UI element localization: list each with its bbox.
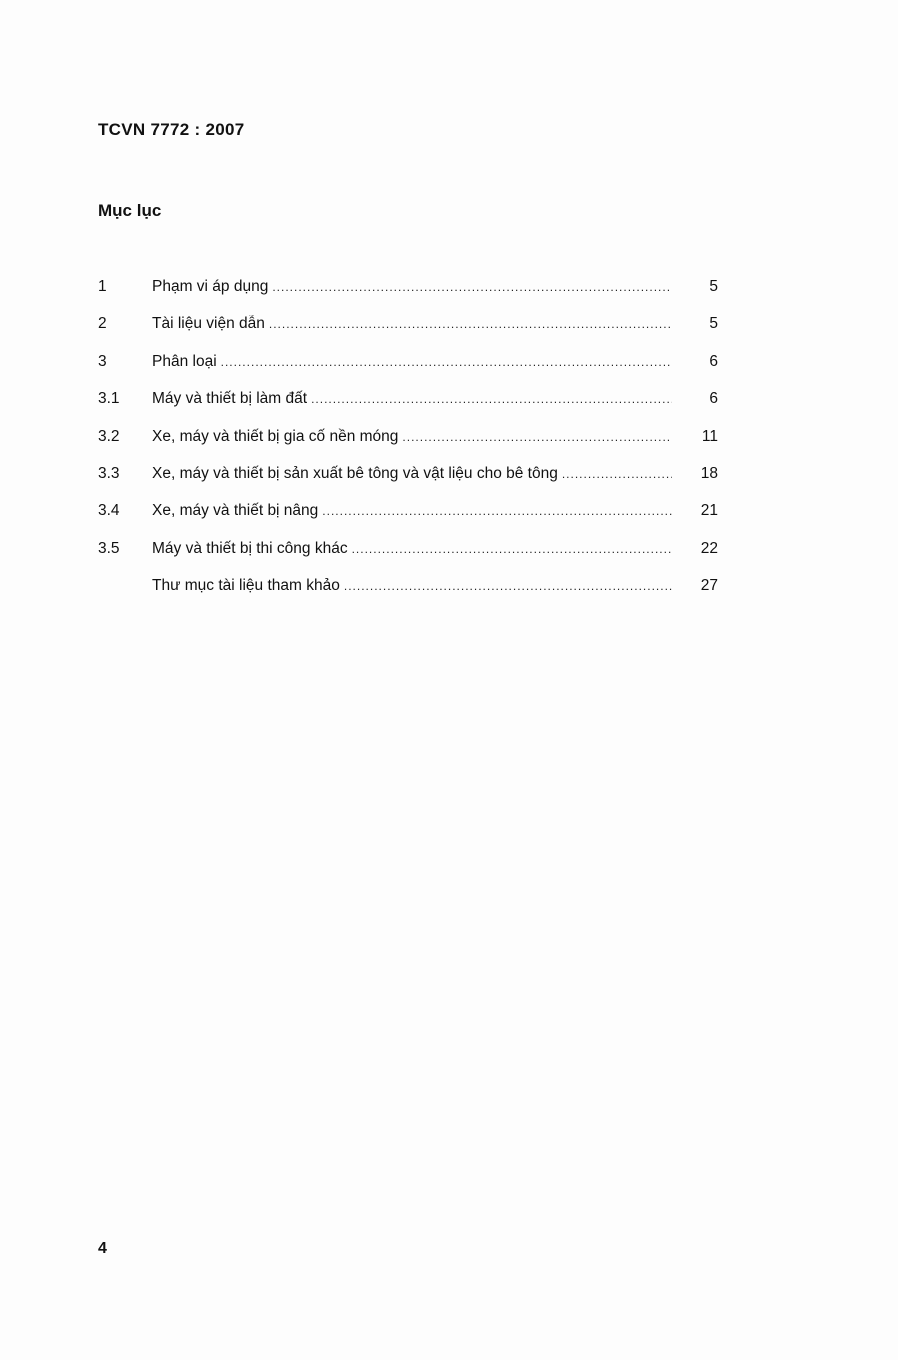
toc-entry[interactable] [98, 390, 718, 427]
toc-entry[interactable] [98, 315, 718, 352]
toc-entry-number: 3.5 [98, 539, 120, 557]
toc-dot-leader [344, 579, 672, 593]
toc-entry-label: Tài liệu viện dẫn [152, 315, 265, 333]
toc-dot-leader [221, 355, 672, 369]
toc-entry[interactable] [98, 540, 718, 577]
toc-entry-label: Phân loại [152, 352, 217, 370]
toc-dot-leader [402, 430, 672, 444]
toc-entry-page: 6 [709, 352, 718, 370]
toc-dot-leader [352, 542, 672, 556]
toc-dot-leader [322, 504, 672, 518]
toc-entry[interactable] [98, 465, 718, 502]
page-number: 4 [98, 1240, 107, 1257]
toc-dot-leader [311, 392, 672, 406]
toc-entry-label: Phạm vi áp dụng [152, 278, 269, 295]
toc-entry-label: Thư mục tài liệu tham khảo [152, 577, 340, 595]
toc-title: Mục lục [98, 201, 162, 220]
toc-entry-number: 3.2 [98, 427, 120, 445]
toc-entry-label: Xe, máy và thiết bị gia cố nền móng [152, 427, 399, 445]
toc-entry[interactable] [98, 353, 718, 390]
toc-dot-leader [562, 467, 672, 481]
toc-entry-number: 3.1 [98, 390, 120, 408]
toc-entry-page: 18 [700, 464, 718, 482]
toc-entry-page: 22 [700, 539, 718, 557]
toc-entry-page: 5 [709, 315, 718, 333]
toc-entry-number: 1 [98, 278, 107, 295]
toc-dot-leader [272, 280, 672, 294]
toc-entry-number: 3.4 [98, 502, 120, 520]
toc-dot-leader [269, 317, 672, 331]
table-of-contents [98, 278, 718, 615]
toc-entry-page: 5 [709, 278, 718, 295]
toc-entry[interactable] [98, 577, 718, 614]
toc-entry-label: Xe, máy và thiết bị sản xuất bê tông và vật liệu cho bê tông [152, 464, 558, 482]
toc-entry-page: 11 [701, 427, 718, 445]
standard-code-header: TCVN 7772 : 2007 [98, 120, 245, 139]
toc-entry-label: Xe, máy và thiết bị nâng [152, 502, 319, 520]
toc-entry-page: 27 [700, 577, 718, 595]
toc-entry[interactable] [98, 428, 718, 465]
toc-entry-page: 21 [700, 502, 718, 520]
toc-entry-label: Máy và thiết bị thi công khác [152, 539, 348, 557]
toc-entry-label: Máy và thiết bị làm đất [152, 390, 308, 408]
toc-entry-number: 3.3 [98, 464, 120, 482]
toc-entry-number: 3 [98, 352, 107, 370]
toc-entry[interactable] [98, 502, 718, 539]
toc-entry[interactable] [98, 278, 718, 315]
toc-entry-page: 6 [709, 390, 718, 408]
toc-entry-number: 2 [98, 315, 107, 333]
